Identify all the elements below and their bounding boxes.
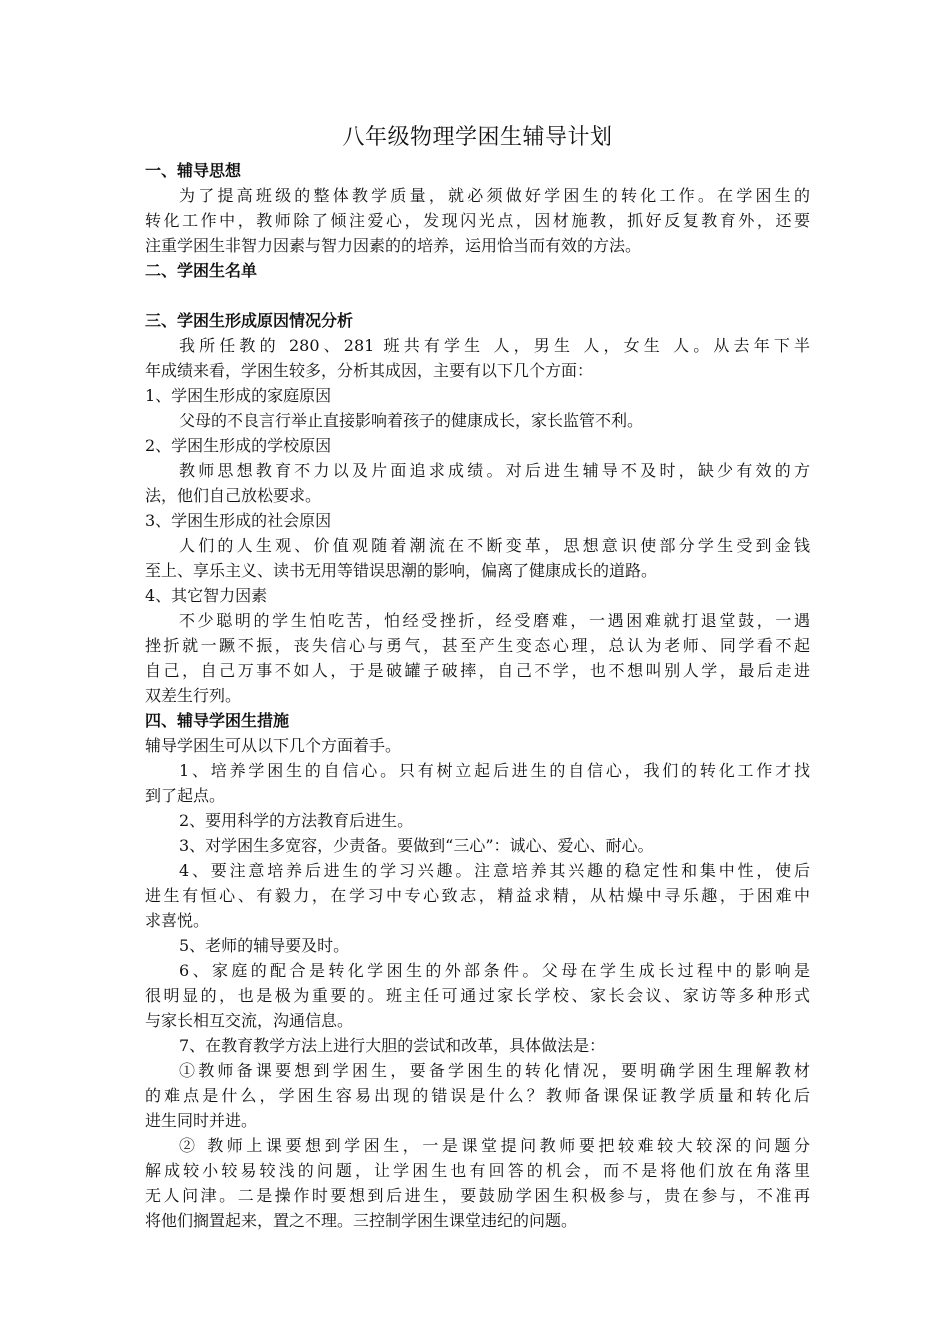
- body-text-line: 辅导学困生可从以下几个方面着手。: [145, 736, 402, 755]
- body-text-line: 1、学困生形成的家庭原因: [145, 386, 332, 405]
- body-text-line: 年成绩来看，学困生较多，分析其成因，主要有以下几个方面：: [145, 361, 594, 380]
- body-text-line: 4、要注意培养后进生的学习兴趣。注意培养其兴趣的稳定性和集中性，使后: [179, 861, 810, 880]
- body-text-line: 到了起点。: [145, 786, 226, 805]
- section-heading: 三、学困生形成原因情况分析: [145, 311, 354, 330]
- body-text-line: 人们的人生观、价值观随着潮流在不断变革，思想意识使部分学生受到金钱: [179, 536, 810, 555]
- body-text-line: 5、老师的辅导要及时。: [179, 936, 350, 955]
- body-text-line: 解成较小较易较浅的问题，让学困生也有回答的机会，而不是将他们放在角落里: [145, 1161, 810, 1180]
- body-text-line: 求喜悦。: [145, 911, 210, 930]
- body-text-line: ② 教师上课要想到学困生，一是课堂提问教师要把较难较大较深的问题分: [179, 1136, 810, 1155]
- body-text-line: 为了提高班级的整体教学质量，就必须做好学困生的转化工作。在学困生的: [179, 186, 810, 205]
- body-text-line: 3、对学困生多宽容，少责备。要做到“三心”：诚心、爱心、耐心。: [179, 836, 654, 855]
- section-heading: 二、学困生名单: [145, 261, 258, 280]
- body-text-line: 自己，自己万事不如人，于是破罐子破摔，自己不学，也不想叫别人学，最后走进: [145, 661, 810, 680]
- body-text-line: 很明显的，也是极为重要的。班主任可通过家长学校、家长会议、家访等多种形式: [145, 986, 810, 1005]
- body-text-line: 2、学困生形成的学校原因: [145, 436, 332, 455]
- body-text-line: 7、在教育教学方法上进行大胆的尝试和改革，具体做法是：: [179, 1036, 606, 1055]
- blank-line: [145, 283, 810, 308]
- body-text-line: 1、培养学困生的自信心。只有树立起后进生的自信心，我们的转化工作才找: [179, 761, 810, 780]
- document-body: [145, 158, 810, 1233]
- body-text-line: 双差生行列。: [145, 686, 242, 705]
- body-text-line: 挫折就一蹶不振，丧失信心与勇气，甚至产生变态心理，总认为老师、同学看不起: [145, 636, 810, 655]
- body-text-line: ①教师备课要想到学困生，要备学困生的转化情况，要明确学困生理解教材: [179, 1061, 810, 1080]
- body-text-line: 将他们搁置起来，置之不理。三控制学困生课堂违纪的问题。: [145, 1211, 578, 1230]
- body-text-line: 我所任教的 280、281 班共有学生 人，男生 人，女生 人。从去年下半: [179, 336, 810, 355]
- body-text-line: 不少聪明的学生怕吃苦，怕经受挫折，经受磨难，一遇困难就打退堂鼓，一遇: [179, 611, 810, 630]
- body-text-line: 6、家庭的配合是转化学困生的外部条件。父母在学生成长过程中的影响是: [179, 961, 810, 980]
- section-heading: 一、辅导思想: [145, 161, 242, 180]
- body-text-line: 至上、享乐主义、读书无用等错误思潮的影响，偏离了健康成长的道路。: [145, 561, 658, 580]
- body-text-line: 进生有恒心、有毅力，在学习中专心致志，精益求精，从枯燥中寻乐趣，于困难中: [145, 886, 810, 905]
- body-text-line: 法，他们自己放松要求。: [145, 486, 322, 505]
- body-text-line: 4、其它智力因素: [145, 586, 268, 605]
- body-text-line: 无人问津。二是操作时要想到后进生，要鼓励学困生积极参与，贵在参与，不准再: [145, 1186, 810, 1205]
- body-text-line: 进生同时并进。: [145, 1111, 258, 1130]
- body-text-line: 3、学困生形成的社会原因: [145, 511, 332, 530]
- section-heading: 四、辅导学困生措施: [145, 711, 290, 730]
- body-text-line: 注重学困生非智力因素与智力因素的的培养，运用恰当而有效的方法。: [145, 236, 642, 255]
- body-text-line: 父母的不良言行举止直接影响着孩子的健康成长，家长监管不利。: [179, 411, 644, 430]
- body-text-line: 2、要用科学的方法教育后进生。: [179, 811, 414, 830]
- document-title: 八年级物理学困生辅导计划: [342, 125, 613, 150]
- body-text-line: 的难点是什么，学困生容易出现的错误是什么？教师备课保证教学质量和转化后: [145, 1086, 810, 1105]
- body-text-line: 转化工作中，教师除了倾注爱心，发现闪光点，因材施教，抓好反复教育外，还要: [145, 211, 810, 230]
- document-page: [145, 118, 810, 1233]
- body-text-line: 与家长相互交流，沟通信息。: [145, 1011, 354, 1030]
- body-text-line: 教师思想教育不力以及片面追求成绩。对后进生辅导不及时，缺少有效的方: [179, 461, 810, 480]
